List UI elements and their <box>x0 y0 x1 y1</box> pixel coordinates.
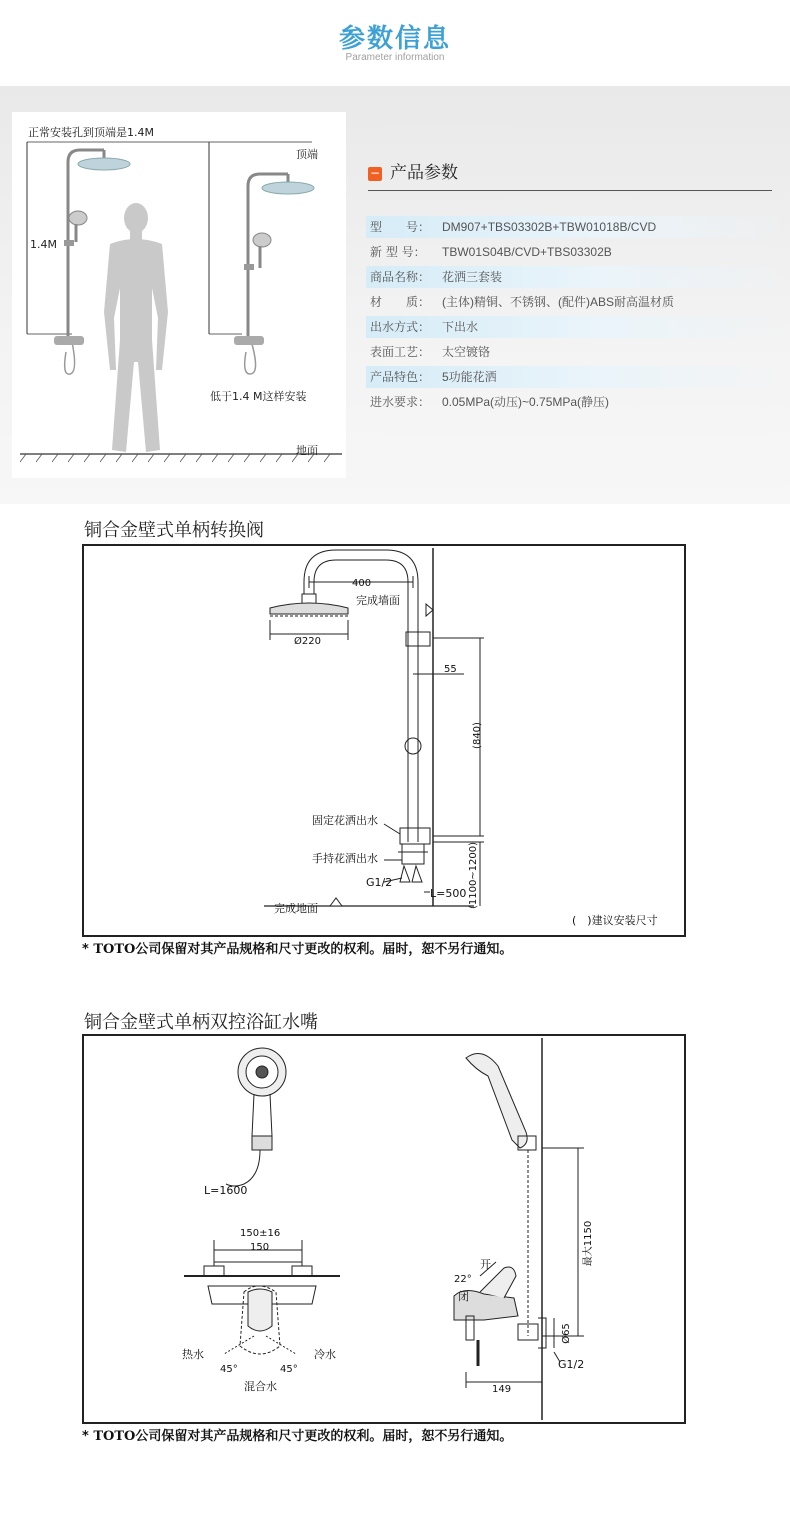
disclaimer-text: 公司保留对其产品规格和尺寸更改的权利。届时，恕不另行通知。 <box>135 942 513 957</box>
dim-55: 55 <box>444 664 457 675</box>
param-key: 表面工艺： <box>370 345 431 359</box>
param-value: 花洒三套装 <box>442 270 503 284</box>
disclaimer-text: 公司保留对其产品规格和尺寸更改的权利。届时，恕不另行通知。 <box>135 1429 513 1444</box>
install-low-label: 低于1.4 M这样安装 <box>210 390 307 403</box>
param-row <box>366 366 786 388</box>
l1600-label: L=1600 <box>204 1184 248 1197</box>
drawing1-frame <box>82 544 686 937</box>
dim-149: 149 <box>492 1384 512 1395</box>
page-title: 参数信息 <box>338 24 451 54</box>
g12-label: G1/2 <box>366 876 393 889</box>
disclaimer-2 <box>82 1425 512 1444</box>
param-row <box>366 341 786 363</box>
max-1150-label: 最大1150 <box>583 1220 595 1267</box>
param-row <box>366 216 786 238</box>
param-key: 商品名称： <box>370 270 431 284</box>
dim-400: 400 <box>352 578 372 589</box>
install-height-label: 1.4M <box>30 238 57 251</box>
dim-220: Ø220 <box>294 636 321 647</box>
install-note-top: 正常安装孔到顶端是1.4M <box>28 126 154 139</box>
param-value: 5功能花洒 <box>442 370 497 384</box>
param-row <box>366 266 786 288</box>
drawing1-title: 铜合金壁式单柄转换阀 <box>84 520 264 541</box>
param-value: 0.05MPa(动压)~0.75MPa(静压) <box>442 395 610 409</box>
param-key: 材 质： <box>370 295 431 309</box>
install-drawing <box>12 112 346 478</box>
param-key: 出水方式： <box>370 320 431 334</box>
params-heading-text: 产品参数 <box>390 163 458 183</box>
param-row <box>366 316 786 338</box>
closed-label: 闭 <box>458 1290 469 1303</box>
install-top-label: 顶端 <box>296 148 318 161</box>
hand-outlet-label: 手持花洒出水 <box>312 852 378 865</box>
minus-icon: − <box>369 166 381 180</box>
g12-label-2: G1/2 <box>558 1358 585 1371</box>
param-key: 进水要求： <box>370 395 431 409</box>
angle-right-label: 45° <box>280 1364 298 1375</box>
mixed-label: 混合水 <box>244 1380 277 1393</box>
install-floor-label: 地面 <box>296 444 318 457</box>
param-row <box>366 391 786 413</box>
param-value: 太空镀铬 <box>442 345 491 359</box>
fixed-outlet-label: 固定花洒出水 <box>312 814 378 827</box>
dim-1100-1200: (1100~1200) <box>468 841 480 910</box>
drawing2-frame <box>82 1034 686 1424</box>
floor-label: 完成地面 <box>274 902 318 915</box>
angle-22-label: 22° <box>454 1274 472 1285</box>
page-subtitle: Parameter information <box>345 52 445 63</box>
param-row <box>366 241 786 263</box>
legend-label: ( )建议安装尺寸 <box>572 914 658 927</box>
param-key: 产品特色： <box>370 370 431 384</box>
params-heading <box>368 158 458 183</box>
angle-left-label: 45° <box>220 1364 238 1375</box>
dim-840: (840) <box>471 722 483 749</box>
wall-label: 完成墙面 <box>356 594 400 607</box>
param-value: (主体)精铜、不锈钢、(配件)ABS耐高温材质 <box>442 295 674 309</box>
drawing2-title: 铜合金壁式单柄双控浴缸水嘴 <box>84 1012 318 1033</box>
open-label: 开 <box>480 1258 491 1271</box>
disclaimer-1 <box>82 938 512 957</box>
param-value: DM907+TBS03302B+TBW01018B/CVD <box>442 220 657 234</box>
disclaimer-prefix: * <box>82 1429 94 1444</box>
dim-150: 150 <box>250 1242 270 1253</box>
l500-label: L=500 <box>430 887 467 900</box>
dim-150-16: 150±16 <box>240 1228 281 1239</box>
param-key: 新 型 号： <box>370 245 426 259</box>
brand-name: TOTO <box>93 942 136 957</box>
hot-label: 热水 <box>182 1348 204 1361</box>
param-value: 下出水 <box>442 320 479 334</box>
param-key: 型 号： <box>370 220 431 234</box>
disclaimer-prefix: * <box>82 942 94 957</box>
param-row <box>366 291 786 313</box>
param-value: TBW01S04B/CVD+TBS03302B <box>442 245 612 259</box>
cold-label: 冷水 <box>314 1348 336 1361</box>
install-illustration <box>12 112 346 478</box>
dia-65-label: Ø65 <box>560 1323 572 1344</box>
params-divider <box>368 190 772 191</box>
brand-name: TOTO <box>93 1429 136 1444</box>
